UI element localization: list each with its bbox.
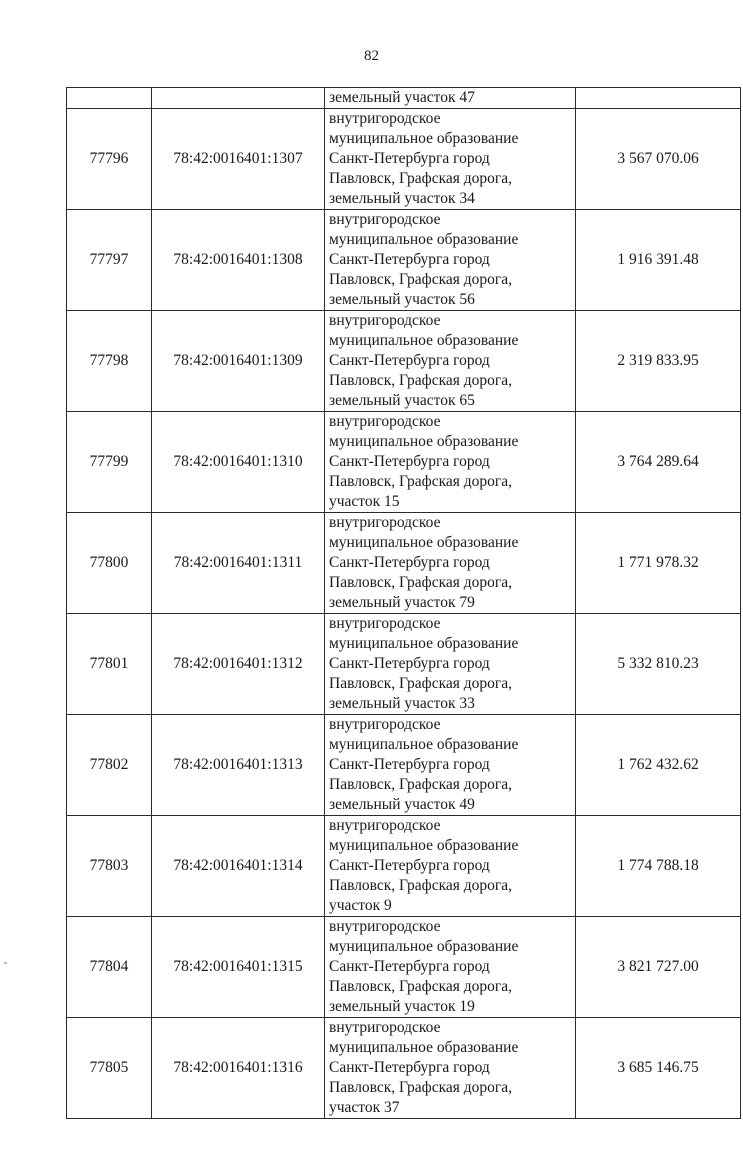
scan-artifact (4, 962, 7, 964)
row-number-cell: 77800 (67, 513, 152, 614)
address-line: Павловск, Графская дорога, (329, 978, 513, 995)
row-number-cell: 77803 (67, 816, 152, 917)
cadastral-value-cell: 1 916 391.48 (576, 210, 741, 311)
table-body (67, 88, 741, 1119)
cadastral-number-cell: 78:42:0016401:1314 (152, 816, 325, 917)
row-number-cell: 77799 (67, 412, 152, 513)
cadastral-value-cell: 5 332 810.23 (576, 614, 741, 715)
land-plot-table (66, 87, 741, 1119)
address-line: земельный участок 19 (329, 998, 475, 1015)
address-line: земельный участок 33 (329, 695, 475, 712)
address-line: внутригородское (329, 413, 441, 430)
cadastral-value-cell: 3 764 289.64 (576, 412, 741, 513)
table-row (67, 311, 741, 412)
address-line: внутригородское (329, 1019, 441, 1036)
cadastral-value-cell: 2 319 833.95 (576, 311, 741, 412)
cadastral-number-cell: 78:42:0016401:1315 (152, 917, 325, 1018)
table-row (67, 917, 741, 1018)
address-line: Санкт-Петербурга город (329, 251, 490, 268)
row-number-cell: 77801 (67, 614, 152, 715)
address-cell (325, 917, 576, 1018)
address-line: Санкт-Петербурга город (329, 655, 490, 672)
cadastral-number-cell: 78:42:0016401:1308 (152, 210, 325, 311)
address-line: Павловск, Графская дорога, (329, 1079, 513, 1096)
address-cell (325, 109, 576, 210)
address-line: Павловск, Графская дорога, (329, 271, 513, 288)
address-line: Санкт-Петербурга город (329, 857, 490, 874)
row-number-cell (67, 88, 152, 109)
cadastral-number-cell: 78:42:0016401:1313 (152, 715, 325, 816)
cadastral-number-cell (152, 88, 325, 109)
cadastral-value-cell: 1 762 432.62 (576, 715, 741, 816)
address-line: Павловск, Графская дорога, (329, 170, 513, 187)
address-line: внутригородское (329, 312, 441, 329)
cadastral-number-cell: 78:42:0016401:1316 (152, 1018, 325, 1119)
address-line: Павловск, Графская дорога, (329, 675, 513, 692)
address-cell (325, 816, 576, 917)
address-line: муниципальное образование (329, 1039, 519, 1056)
address-cell (325, 412, 576, 513)
address-line: участок 15 (329, 493, 400, 510)
address-line: Санкт-Петербурга город (329, 1059, 490, 1076)
address-line: участок 9 (329, 897, 392, 914)
cadastral-value-cell: 3 685 146.75 (576, 1018, 741, 1119)
address-line: муниципальное образование (329, 736, 519, 753)
cadastral-number-cell: 78:42:0016401:1309 (152, 311, 325, 412)
row-number-cell: 77804 (67, 917, 152, 1018)
address-line: внутригородское (329, 615, 441, 632)
address-line: Павловск, Графская дорога, (329, 574, 513, 591)
row-number-cell: 77796 (67, 109, 152, 210)
cadastral-value-cell (576, 88, 741, 109)
address-line: муниципальное образование (329, 534, 519, 551)
address-line: внутригородское (329, 918, 441, 935)
address-line: земельный участок 79 (329, 594, 475, 611)
table-row (67, 109, 741, 210)
table-row (67, 513, 741, 614)
table-row (67, 715, 741, 816)
address-line: муниципальное образование (329, 837, 519, 854)
cadastral-value-cell: 3 567 070.06 (576, 109, 741, 210)
table-row (67, 210, 741, 311)
table-row (67, 412, 741, 513)
address-line: земельный участок 49 (329, 796, 475, 813)
address-cell (325, 614, 576, 715)
address-line: земельный участок 34 (329, 190, 475, 207)
address-line: муниципальное образование (329, 332, 519, 349)
address-line: Санкт-Петербурга город (329, 352, 490, 369)
address-line: земельный участок 65 (329, 392, 475, 409)
address-line: Санкт-Петербурга город (329, 554, 490, 571)
table-row-continuation (67, 88, 741, 109)
address-line: внутригородское (329, 817, 441, 834)
cadastral-number-cell: 78:42:0016401:1311 (152, 513, 325, 614)
address-cell (325, 513, 576, 614)
address-cell (325, 311, 576, 412)
table-row (67, 816, 741, 917)
address-line: внутригородское (329, 211, 441, 228)
address-line: Павловск, Графская дорога, (329, 473, 513, 490)
cadastral-value-cell: 1 774 788.18 (576, 816, 741, 917)
address-line: Санкт-Петербурга город (329, 756, 490, 773)
address-line: муниципальное образование (329, 433, 519, 450)
address-cell: земельный участок 47 (325, 88, 576, 109)
table-row (67, 614, 741, 715)
row-number-cell: 77797 (67, 210, 152, 311)
row-number-cell: 77798 (67, 311, 152, 412)
address-line: Санкт-Петербурга город (329, 453, 490, 470)
address-line: Санкт-Петербурга город (329, 958, 490, 975)
address-cell (325, 1018, 576, 1119)
page-number: 82 (364, 48, 379, 64)
cadastral-number-cell: 78:42:0016401:1312 (152, 614, 325, 715)
address-line: муниципальное образование (329, 130, 519, 147)
cadastral-number-cell: 78:42:0016401:1307 (152, 109, 325, 210)
address-line: муниципальное образование (329, 231, 519, 248)
address-line: Павловск, Графская дорога, (329, 877, 513, 894)
address-line: участок 37 (329, 1099, 400, 1116)
address-line: земельный участок 56 (329, 291, 475, 308)
address-line: Павловск, Графская дорога, (329, 776, 513, 793)
cadastral-value-cell: 3 821 727.00 (576, 917, 741, 1018)
table-row (67, 1018, 741, 1119)
address-line: Санкт-Петербурга город (329, 150, 490, 167)
address-cell (325, 210, 576, 311)
address-cell (325, 715, 576, 816)
cadastral-number-cell: 78:42:0016401:1310 (152, 412, 325, 513)
address-line: Павловск, Графская дорога, (329, 372, 513, 389)
address-line: внутригородское (329, 716, 441, 733)
address-line: внутригородское (329, 514, 441, 531)
cadastral-value-cell: 1 771 978.32 (576, 513, 741, 614)
address-line: муниципальное образование (329, 635, 519, 652)
row-number-cell: 77802 (67, 715, 152, 816)
row-number-cell: 77805 (67, 1018, 152, 1119)
address-line: внутригородское (329, 110, 441, 127)
address-line: муниципальное образование (329, 938, 519, 955)
